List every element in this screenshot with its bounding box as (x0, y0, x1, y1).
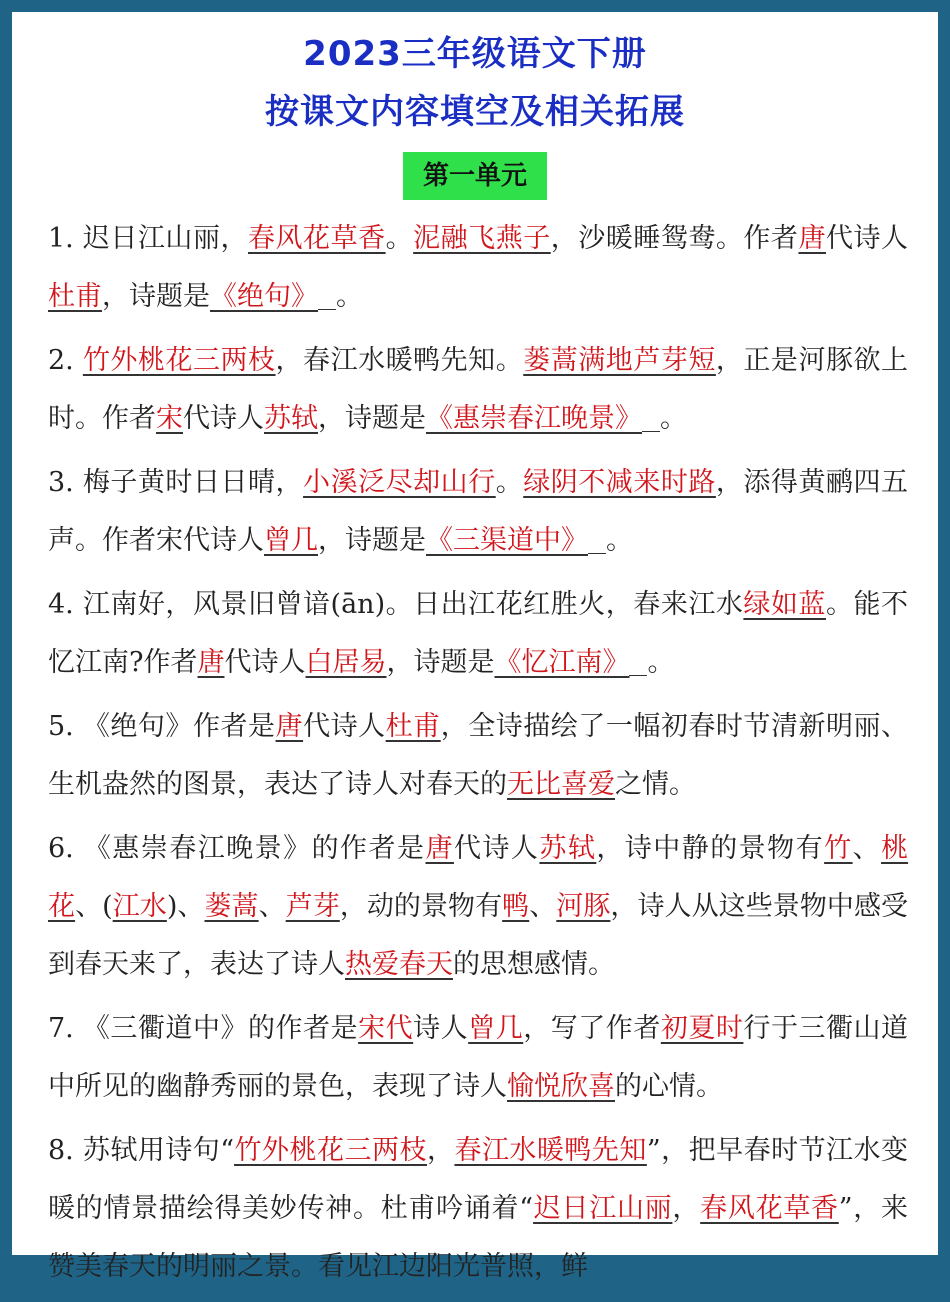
answer-blank: 愉悦欣喜 (507, 1071, 615, 1102)
answer-blank: 唐 (425, 833, 454, 864)
prompt-text: ，诗人从这些景物中感受到春天来了，表达了诗人 (48, 891, 909, 980)
answer-blank: 蒌蒿 (204, 891, 259, 922)
answer-blank: 宋 (156, 403, 183, 434)
unit-heading: 第一单元 (403, 152, 547, 200)
prompt-text: ”，来赞美春天的明丽之景。看见江边阳光普照，鲜 (48, 1193, 909, 1282)
prompt-text: )、 (166, 891, 205, 922)
exercise-item (48, 820, 908, 994)
answer-blank: 白居易 (305, 647, 387, 678)
answer-blank: 杜甫 (48, 281, 102, 312)
prompt-text: ，添得黄鹂四五声。作者宋代诗人 (48, 467, 909, 556)
answer-blank: 竹外桃花三两枝 (234, 1135, 427, 1166)
answer-blank: 春风花草香 (700, 1193, 839, 1224)
document-title: 2023三年级语文下册 (303, 34, 647, 74)
answer-blank: 《三渠道中》 (426, 525, 588, 556)
blank-underline (318, 282, 336, 310)
exercise-item (48, 332, 908, 448)
answer-blank: 河豚 (556, 891, 611, 922)
prompt-text: ， (426, 1135, 455, 1166)
prompt-text: 代诗人 (303, 711, 386, 742)
answer-blank: 芦芽 (285, 891, 340, 922)
blank-underline (588, 526, 606, 554)
answer-blank: 苏轼 (539, 833, 597, 864)
exercise-item (48, 454, 908, 570)
answer-blank: 唐 (798, 223, 826, 254)
prompt-text: 。 (495, 467, 524, 498)
prompt-text: ，诗题是 (386, 647, 495, 678)
exercise-item (48, 698, 908, 814)
answer-blank: 桃花 (48, 833, 909, 922)
answer-blank: 初夏时 (660, 1013, 744, 1044)
blank-underline (642, 404, 660, 432)
prompt-text: 8. 苏轼用诗句“ (48, 1135, 235, 1166)
prompt-text: 代诗人 (825, 223, 909, 254)
answer-blank: 苏轼 (264, 403, 318, 434)
answer-blank: 《绝句》 (210, 281, 318, 312)
document-page (12, 12, 938, 1282)
answer-blank: 唐 (275, 711, 304, 742)
prompt-text: ，诗中静的景物有 (596, 833, 825, 864)
prompt-text: 、 (529, 891, 557, 922)
document-subtitle: 按课文内容填空及相关拓展 (265, 92, 685, 132)
prompt-text: 。 (606, 525, 633, 556)
answer-blank: 热爱春天 (345, 949, 453, 980)
prompt-text: 代诗人 (453, 833, 540, 864)
exercise-item (48, 210, 908, 326)
prompt-text: ，诗题是 (318, 525, 426, 556)
answer-blank: 竹外桃花三两枝 (82, 345, 276, 376)
prompt-text: 。 (660, 403, 687, 434)
exercise-item (48, 1122, 908, 1296)
prompt-text: ， (672, 1193, 701, 1224)
answer-blank: 绿如蓝 (743, 589, 826, 620)
prompt-text: 的思想感情。 (453, 949, 615, 980)
answer-blank: 《忆江南》 (494, 647, 630, 678)
answer-blank: 杜甫 (385, 711, 441, 742)
prompt-text: 的心情。 (615, 1071, 723, 1102)
prompt-text: ，动的景物有 (339, 891, 503, 922)
prompt-text: 。 (336, 281, 363, 312)
answer-blank: 蒌蒿满地芦芽短 (523, 345, 716, 376)
prompt-text: ，诗题是 (318, 403, 426, 434)
prompt-text: 代诗人 (183, 403, 264, 434)
answer-blank: 迟日江山丽 (533, 1193, 673, 1224)
prompt-text: 、( (75, 891, 113, 922)
prompt-text: 1. 迟日江山丽， (48, 223, 248, 254)
answer-blank: 江水 (112, 891, 167, 922)
prompt-text: 。 (385, 223, 414, 254)
prompt-text: ”，把早春时节江水变暖的情景描绘得美妙传神。杜甫吟诵着“ (48, 1135, 909, 1224)
prompt-text: ，全诗描绘了一幅初春时节清新明丽、生机盎然的图景，表达了诗人对春天的 (48, 711, 909, 800)
blank-underline (629, 648, 647, 676)
answer-blank: 绿阴不减来时路 (523, 467, 716, 498)
prompt-text: 7. 《三衢道中》的作者是 (48, 1013, 359, 1044)
prompt-text: 行于三衢山道中所见的幽静秀丽的景色，表现了诗人 (48, 1013, 909, 1102)
prompt-text: ，写了作者 (523, 1013, 661, 1044)
prompt-text: 之情。 (615, 769, 696, 800)
prompt-text: ，沙暖睡鸳鸯。作者 (550, 223, 799, 254)
answer-blank: 鸭 (502, 891, 530, 922)
prompt-text: 2. (48, 345, 83, 376)
answer-blank: 曾几 (264, 525, 318, 556)
prompt-text: ，正是河豚欲上时。作者 (48, 345, 909, 434)
answer-blank: 无比喜爱 (507, 769, 615, 800)
prompt-text: 5. 《绝句》作者是 (48, 711, 276, 742)
exercise-item (48, 1000, 908, 1116)
prompt-text: 诗人 (413, 1013, 469, 1044)
prompt-text: 代诗人 (224, 647, 306, 678)
prompt-text: 。能不忆江南?作者 (48, 589, 908, 678)
exercise-list (48, 210, 908, 1302)
answer-blank: 春江水暖鸭先知 (454, 1135, 647, 1166)
answer-blank: 曾几 (468, 1013, 524, 1044)
answer-blank: 泥融飞燕子 (413, 223, 551, 254)
exercise-item (48, 576, 908, 692)
unit-heading-wrap (12, 152, 938, 200)
prompt-text: 4. 江南好，风景旧曾谙(ān)。日出江花红胜火，春来江水 (48, 589, 744, 620)
answer-blank: 宋代 (358, 1013, 414, 1044)
prompt-text: ，诗题是 (102, 281, 210, 312)
prompt-text: 6. 《惠崇春江晚景》的作者是 (48, 833, 426, 864)
prompt-text: 、 (852, 833, 882, 864)
prompt-text: 3. 梅子黄时日日晴， (48, 467, 304, 498)
answer-blank: 春风花草香 (248, 223, 386, 254)
answer-blank: 竹 (824, 833, 853, 864)
prompt-text: 。 (647, 647, 675, 678)
answer-blank: 唐 (197, 647, 225, 678)
answer-blank: 《惠崇春江晚景》 (426, 403, 642, 434)
answer-blank: 小溪泛尽却山行 (303, 467, 496, 498)
prompt-text: 、 (258, 891, 286, 922)
prompt-text: ，春江水暖鸭先知。 (275, 345, 524, 376)
